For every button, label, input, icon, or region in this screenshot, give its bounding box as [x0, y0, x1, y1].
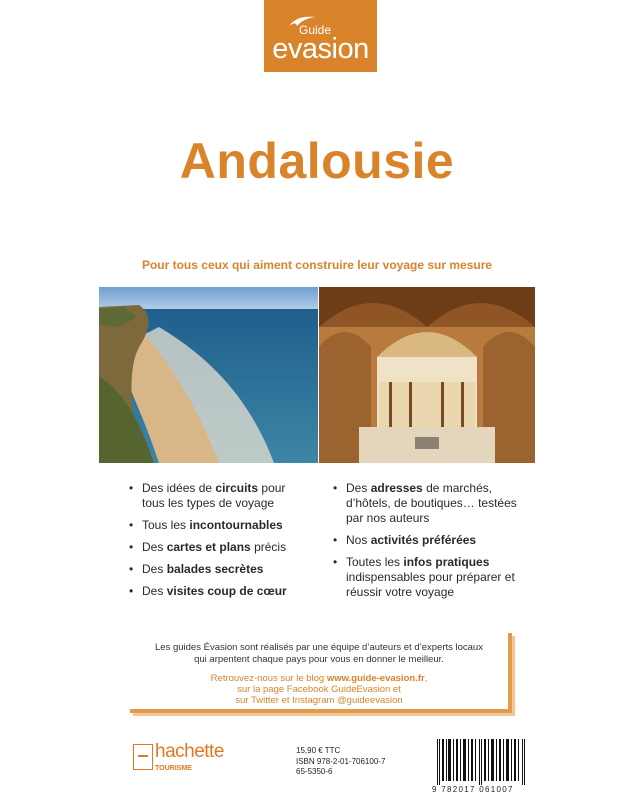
ref-code: 65-5350-6: [296, 767, 333, 776]
alhambra-photo: [319, 287, 535, 463]
list-item: • Nos activités préférées: [332, 533, 522, 548]
info-links: Retrouvez-nous sur le blog www.guide-evasion.fr, sur la page Facebook GuideEvasion et sur Twitter et Instagram @guideevasion: [210, 673, 428, 706]
list-item: • Des adresses de marchés, d’hôtels, de boutiques… testées par nos auteurs: [332, 481, 522, 526]
page-title: Andalousie: [179, 133, 455, 189]
isbn: ISBN 978-2-01-706100-7: [296, 756, 386, 766]
publisher-sub: TOURISME: [155, 765, 192, 772]
hachette-mark-icon: [133, 744, 153, 770]
publisher-name: hachette: [155, 741, 224, 762]
brand-logo: [264, 0, 377, 72]
barcode: [437, 739, 525, 785]
price: 15,90 € TTC: [296, 746, 341, 755]
features-list-right: [332, 481, 522, 607]
brand-guide-label: Guide: [299, 23, 332, 37]
blog-link[interactable]: www.guide-evasion.fr: [326, 673, 425, 684]
tagline: Pour tous ceux qui aiment construire leur voyage sur mesure: [141, 258, 493, 272]
list-item: • Des idées de circuits pour tous les types de voyage: [128, 481, 308, 511]
list-item: • Des balades secrètes: [128, 562, 308, 577]
info-text: Les guides Évasion sont réalisés par une équipe d’auteurs et d’experts locaux qui arpentent chaque pays pour vous en donner le meilleur.: [155, 642, 483, 665]
list-item: • Des visites coup de cœur: [128, 584, 308, 599]
info-box: [130, 633, 512, 713]
list-item: • Tous les incontournables: [128, 518, 308, 533]
list-item: • Des cartes et plans précis: [128, 540, 308, 555]
beach-photo: [99, 287, 318, 463]
features-list-left: [128, 481, 308, 606]
publisher-logo: [133, 741, 233, 780]
price-block: [296, 746, 385, 778]
barcode-number: 9 782017 061007: [432, 785, 514, 794]
list-item: • Toutes les infos pratiques indispensables pour préparer et réussir votre voyage: [332, 555, 522, 600]
brand-name: evasion: [272, 33, 369, 65]
